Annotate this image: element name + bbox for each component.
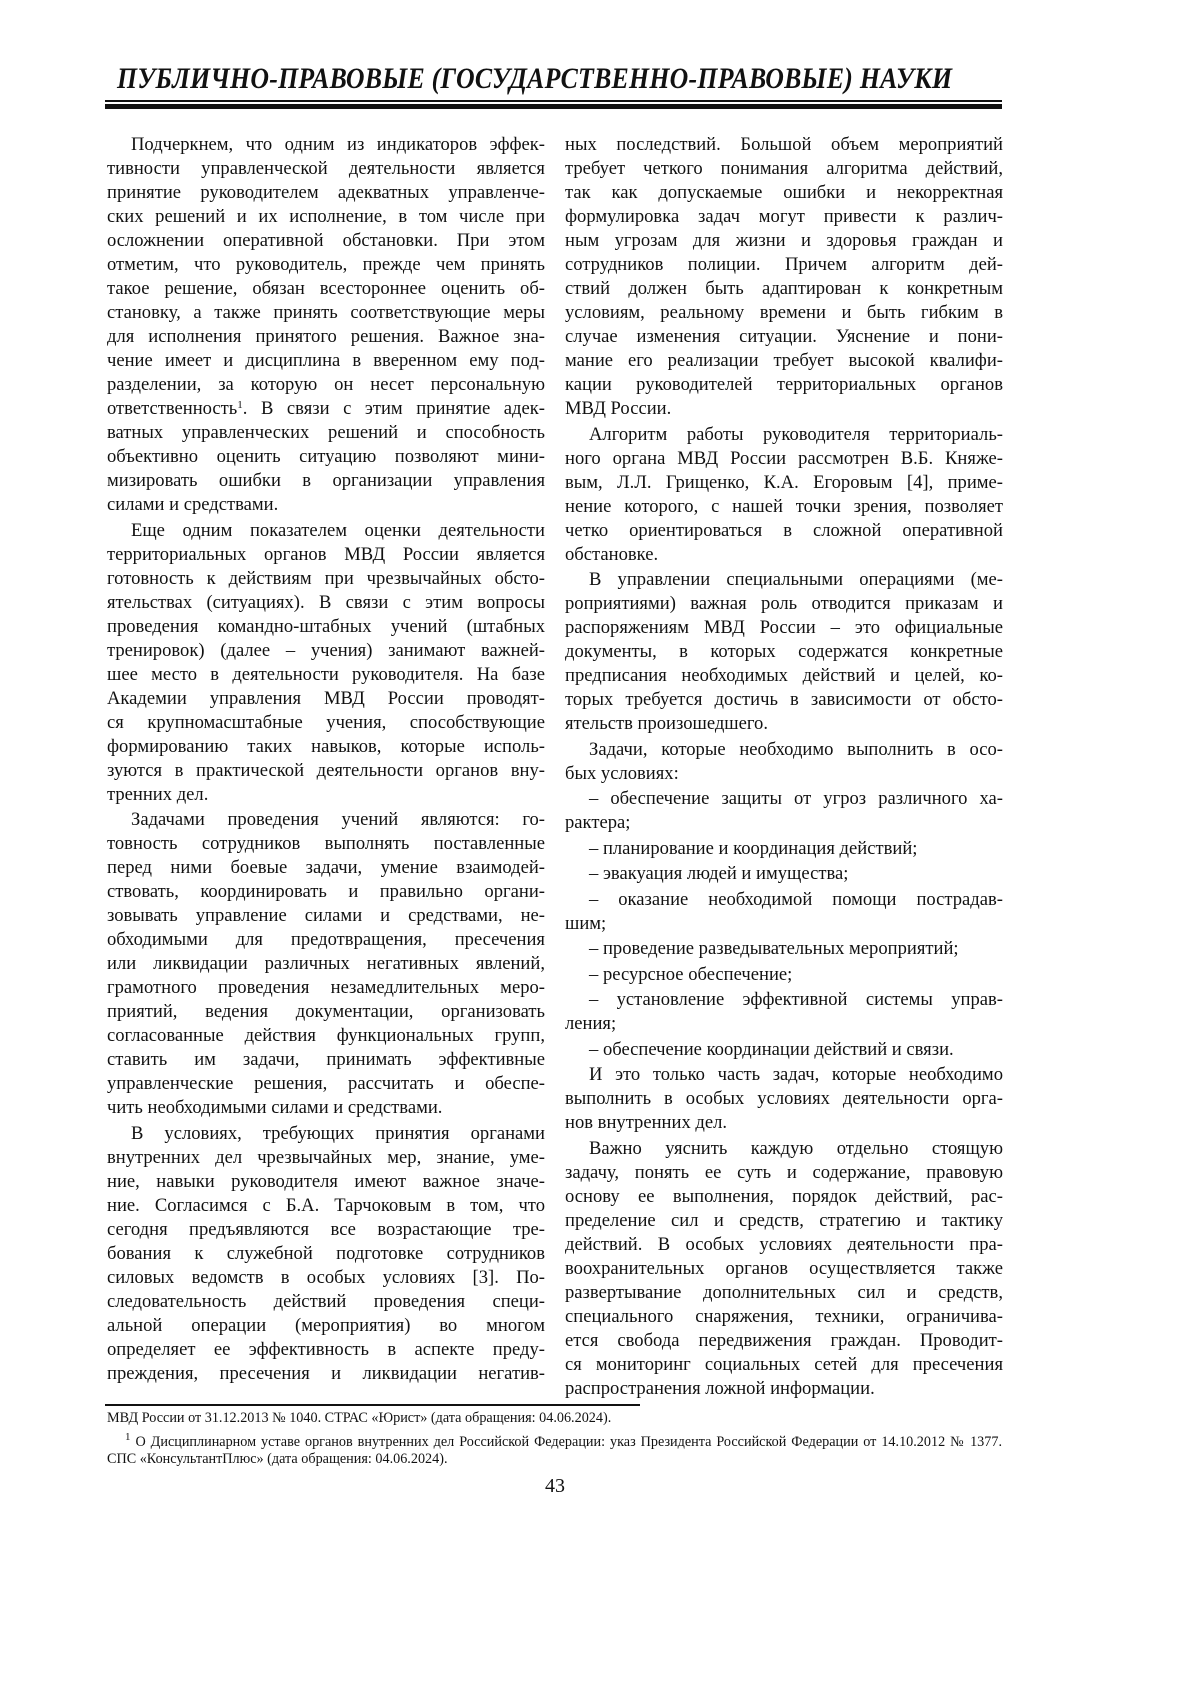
text-line: объективно оценить ситуацию позволяют мини- [107, 445, 545, 469]
text-line: ных последствий. Большой объем мероприятий [565, 133, 1003, 157]
text-line: ется свобода передвижения граждан. Проводит- [565, 1329, 1003, 1353]
text-line: задачу, понять ее суть и содержание, правовую [565, 1161, 1003, 1185]
text-line: Задачами проведения учений являются: го- [107, 808, 545, 832]
text-line: бования к служебной подготовке сотрудников [107, 1242, 545, 1266]
text-line: силами и средствами. [107, 493, 545, 517]
text-line: тренировок) (далее – учения) занимают важней- [107, 639, 545, 663]
footnote-separator [105, 1404, 640, 1406]
paragraph [565, 1137, 1003, 1401]
text-line: проведения командно-штабных учений (штабных [107, 615, 545, 639]
text-line: зуются в практической деятельности органов вну- [107, 759, 545, 783]
text-line: шим; [565, 912, 1003, 936]
text-line: согласованные действия функциональных групп, [107, 1024, 545, 1048]
text-line: управленческие решения, рассчитать и обеспе- [107, 1072, 545, 1096]
text-line: распространения ложной информации. [565, 1377, 1003, 1401]
text-line: – обеспечение защиты от угроз различного ха- [565, 787, 1003, 811]
text-line: Важно уяснить каждую отдельно стоящую [565, 1137, 1003, 1161]
text-line: ставить им задачи, принимать эффективные [107, 1048, 545, 1072]
page-number: 43 [0, 1475, 1110, 1498]
text-line: Подчеркнем, что одним из индикаторов эффек- [107, 133, 545, 157]
text-line: следовательность действий проведения специ- [107, 1290, 545, 1314]
text-line: сотрудников полиции. Причем алгоритм дей- [565, 253, 1003, 277]
text-line: альной операции (мероприятия) во многом [107, 1314, 545, 1338]
text-line: разделении, за которую он несет персональную [107, 373, 545, 397]
text-line: И это только часть задач, которые необходимо [565, 1063, 1003, 1087]
text-line: рактера; [565, 811, 1003, 835]
text-line: вым, Л.Л. Грищенко, К.А. Егоровым [4], приме- [565, 471, 1003, 495]
text-line: четко ориентироваться в сложной оперативной [565, 519, 1003, 543]
text-line: или ликвидации различных негативных явлений, [107, 952, 545, 976]
footnote-1 [107, 1434, 1002, 1468]
text-line: – ресурсное обеспечение; [565, 963, 1003, 987]
text-line: нение которого, с нашей точки зрения, позволяет [565, 495, 1003, 519]
header-rule-thick [105, 104, 1002, 109]
paragraph [565, 738, 1003, 786]
text-line: – эвакуация людей и имущества; [565, 862, 1003, 886]
footnote-continuation: МВД России от 31.12.2013 № 1040. СТРАС «Юрист» (дата обращения: 04.06.2024). [107, 1410, 1002, 1427]
text-line: сегодня предъявляются все возрастающие тре- [107, 1218, 545, 1242]
text-line: для исполнения принятого решения. Важное зна- [107, 325, 545, 349]
text-line: действий. В особых условиях деятельности пра- [565, 1233, 1003, 1257]
text-line: ние, навыки руководителя имеют важное значе- [107, 1170, 545, 1194]
text-line: определяет ее эффективность в аспекте преду- [107, 1338, 545, 1362]
text-line: ным угрозам для жизни и здоровья граждан и [565, 229, 1003, 253]
text-line: кации руководителей территориальных органов [565, 373, 1003, 397]
text-line: – установление эффективной системы управ- [565, 988, 1003, 1012]
text-line: территориальных органов МВД России является [107, 543, 545, 567]
text-line: ного органа МВД России рассмотрен В.Б. Княже- [565, 447, 1003, 471]
text-line: Еще одним показателем оценки деятельности [107, 519, 545, 543]
text-line: распоряжениям МВД России – это официальные [565, 616, 1003, 640]
text-line: требует четкого понимания алгоритма действий, [565, 157, 1003, 181]
text-line: – обеспечение координации действий и связи. [565, 1038, 1003, 1062]
text-line: грамотного проведения незамедлительных меро- [107, 976, 545, 1000]
paragraph [565, 423, 1003, 567]
left-column [107, 133, 545, 1387]
text-line: развертывание дополнительных сил и средств, [565, 1281, 1003, 1305]
text-line: ватных управленческих решений и способность [107, 421, 545, 445]
text-line: роприятиями) важная роль отводится приказам и [565, 592, 1003, 616]
text-line: ся мониторинг социальных сетей для пресечения [565, 1353, 1003, 1377]
text-line: такое решение, обязан всестороннее оценить об- [107, 277, 545, 301]
right-column [565, 133, 1003, 1402]
paragraph [565, 862, 1003, 886]
text-line: – проведение разведывательных мероприятий; [565, 937, 1003, 961]
text-line: силовых ведомств в особых условиях [3]. По- [107, 1266, 545, 1290]
text-line: случае изменения ситуации. Уяснение и пони- [565, 325, 1003, 349]
text-line: товность сотрудников выполнять поставленные [107, 832, 545, 856]
text-line: Академии управления МВД России проводят- [107, 687, 545, 711]
text-line: документы, в которых содержатся конкретные [565, 640, 1003, 664]
running-header [105, 62, 1002, 94]
text-line: пределение сил и средств, стратегию и тактику [565, 1209, 1003, 1233]
text-line: Задачи, которые необходимо выполнить в осо- [565, 738, 1003, 762]
text-line: чить необходимыми силами и средствами. [107, 1096, 545, 1120]
text-line: чение имеет и дисциплина в вверенном ему под- [107, 349, 545, 373]
text-line: ятельствах (ситуациях). В связи с этим вопросы [107, 591, 545, 615]
text-line: зовывать управление силами и средствами, не- [107, 904, 545, 928]
text-line: – оказание необходимой помощи пострадав- [565, 888, 1003, 912]
text-line: мизировать ошибки в организации управления [107, 469, 545, 493]
paragraph [565, 988, 1003, 1036]
paragraph [565, 888, 1003, 936]
text-line: ствовать, координировать и правильно органи- [107, 880, 545, 904]
text-line: выполнить в особых условиях деятельности орга- [565, 1087, 1003, 1111]
header-rule-thin [105, 100, 1002, 102]
text-line: внутренних дел чрезвычайных мер, знание, уме- [107, 1146, 545, 1170]
paragraph [107, 1122, 545, 1386]
text-line: ствий должен быть адаптирован к конкретным [565, 277, 1003, 301]
paragraph [565, 1038, 1003, 1062]
text-line: основу ее выполнения, порядок действий, рас- [565, 1185, 1003, 1209]
text-line: преждения, пресечения и ликвидации негатив- [107, 1362, 545, 1386]
paragraph [565, 937, 1003, 961]
text-line: ятельств произошедшего. [565, 712, 1003, 736]
text-line: – планирование и координация действий; [565, 837, 1003, 861]
text-line: ления; [565, 1012, 1003, 1036]
text-line: ответственность1. В связи с этим принятие адек- [107, 397, 545, 421]
text-line: тивности управленческой деятельности является [107, 157, 545, 181]
text-line: предписания необходимых действий и целей, ко- [565, 664, 1003, 688]
text-line: нов внутренних дел. [565, 1111, 1003, 1135]
text-line: отметим, что руководитель, прежде чем принять [107, 253, 545, 277]
footnote-marker: 1 [125, 1431, 131, 1443]
text-line: воохранительных органов осуществляется также [565, 1257, 1003, 1281]
paragraph [565, 837, 1003, 861]
text-line: приятий, ведения документации, организовать [107, 1000, 545, 1024]
text-line: условиям, реальному времени и быть гибким в [565, 301, 1003, 325]
footnote-ref: 1 [237, 399, 243, 411]
text-line: ских решений и их исполнение, в том числе при [107, 205, 545, 229]
paragraph [565, 568, 1003, 736]
text-line: ние. Согласимся с Б.А. Тарчоковым в том, что [107, 1194, 545, 1218]
section-title: ПУБЛИЧНО-ПРАВОВЫЕ (ГОСУДАРСТВЕННО-ПРАВОВЫЕ) НАУКИ [117, 62, 952, 96]
text-line: торых требуется достичь в зависимости от обсто- [565, 688, 1003, 712]
text-line: ся крупномасштабные учения, способствующие [107, 711, 545, 735]
text-line: формированию таких навыков, которые исполь- [107, 735, 545, 759]
text-line: готовность к действиям при чрезвычайных обсто- [107, 567, 545, 591]
paragraph [107, 133, 545, 517]
text-line: обстановке. [565, 543, 1003, 567]
text-line: В управлении специальными операциями (ме- [565, 568, 1003, 592]
text-line: В условиях, требующих принятия органами [107, 1122, 545, 1146]
text-line: так как допускаемые ошибки и некорректная [565, 181, 1003, 205]
text-line: специального снаряжения, техники, ограничива- [565, 1305, 1003, 1329]
footnote-text: О Дисциплинарном уставе органов внутренних дел Российской Федерации: указ Президента Российской Федерации от 14.10.2012 № 1377. СПС «КонсультантПлюс» (дата обращения: 04.06.2024). [107, 1434, 1002, 1467]
text-line: мание его реализации требует высокой квалифи- [565, 349, 1003, 373]
paragraph [107, 519, 545, 807]
paragraph [107, 808, 545, 1120]
text-line: обходимыми для предотвращения, пресечения [107, 928, 545, 952]
text-line: осложнении оперативной обстановки. При этом [107, 229, 545, 253]
text-line: принятие руководителем адекватных управленче- [107, 181, 545, 205]
text-line: становку, а также принять соответствующие меры [107, 301, 545, 325]
text-line: МВД России. [565, 397, 1003, 421]
text-line: Алгоритм работы руководителя территориаль- [565, 423, 1003, 447]
text-line: шее место в деятельности руководителя. На базе [107, 663, 545, 687]
text-line: формулировка задач могут привести к различ- [565, 205, 1003, 229]
text-line: перед ними боевые задачи, умение взаимодей- [107, 856, 545, 880]
paragraph [565, 1063, 1003, 1135]
paragraph [565, 963, 1003, 987]
paragraph [565, 133, 1003, 421]
text-line: бых условиях: [565, 762, 1003, 786]
text-line: тренних дел. [107, 783, 545, 807]
paragraph [565, 787, 1003, 835]
